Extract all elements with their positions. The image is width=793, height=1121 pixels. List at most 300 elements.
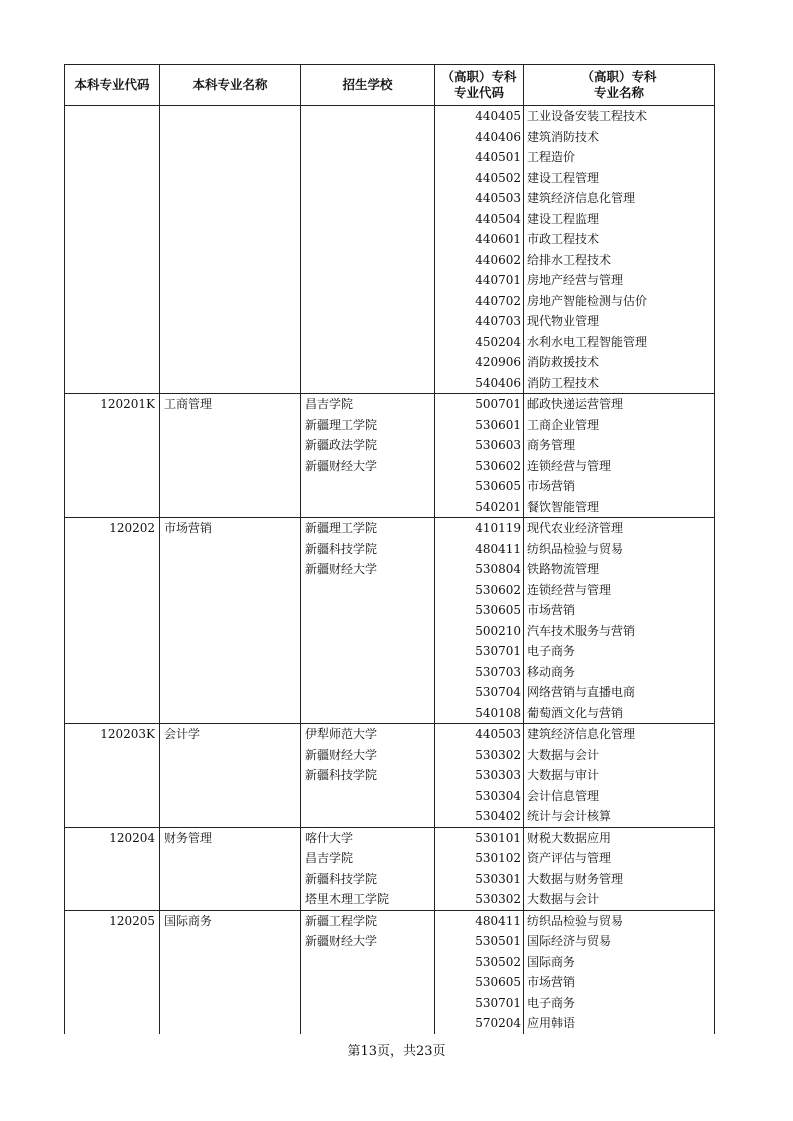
undergrad-name-cell: [160, 806, 301, 827]
undergrad-code-cell: [65, 497, 160, 518]
table-row: [65, 539, 715, 560]
vocational-name-cell: [524, 291, 715, 312]
undergrad-name-cell-text: [164, 703, 300, 724]
undergrad-code-cell: [65, 270, 160, 291]
vocational-code-cell-text: 450204: [475, 334, 521, 349]
school-cell: [301, 910, 435, 931]
school-cell: [301, 497, 435, 518]
vocational-name-cell-text: 电子商务: [527, 644, 576, 658]
undergrad-code-cell-text: [65, 311, 155, 332]
school-cell: [301, 270, 435, 291]
undergrad-name-cell-text: [164, 539, 300, 560]
vocational-code-cell-text: 480411: [475, 541, 521, 556]
school-cell-text: 新疆科技学院: [305, 768, 378, 782]
school-cell: [301, 889, 435, 910]
undergrad-name-cell: [160, 229, 301, 250]
undergrad-name-cell: [160, 147, 301, 168]
undergrad-name-cell-text: [164, 270, 300, 291]
vocational-code-cell-text: 420906: [475, 355, 521, 369]
vocational-name-cell-text: 纺织品检验与贸易: [527, 913, 624, 928]
vocational-code-cell-text: 530601: [475, 417, 521, 432]
undergrad-code-cell: [65, 931, 160, 952]
undergrad-code-cell: [65, 745, 160, 766]
vocational-code-cell-text: 530602: [475, 458, 521, 473]
school-cell: [301, 745, 435, 766]
table-row: [65, 952, 715, 973]
table-row: [65, 1013, 715, 1034]
school-cell-text: [305, 703, 434, 724]
table-row: [65, 476, 715, 497]
school-cell-text: 喀什大学: [305, 830, 354, 845]
undergrad-name-cell: [160, 559, 301, 580]
school-cell: [301, 869, 435, 890]
vocational-name-cell: [524, 332, 715, 353]
vocational-name-cell: [524, 352, 715, 373]
undergrad-code-cell: [65, 1013, 160, 1034]
vocational-code-cell: [435, 600, 524, 621]
vocational-name-cell: [524, 806, 715, 827]
undergrad-name-cell: [160, 786, 301, 807]
undergrad-code-cell-text: [65, 641, 155, 662]
vocational-code-cell-text: 440701: [475, 273, 521, 287]
vocational-code-cell: [435, 952, 524, 973]
vocational-name-cell-text: 给排水工程技术: [527, 252, 612, 267]
vocational-code-cell: [435, 682, 524, 703]
school-cell: [301, 456, 435, 477]
vocational-name-cell-text: 邮政快递运营管理: [527, 397, 624, 411]
undergrad-code-cell-text: [65, 209, 155, 230]
vocational-code-cell-text: 480411: [475, 913, 521, 928]
header-vocational-code-line2: 专业代码: [453, 85, 504, 100]
vocational-code-cell: [435, 869, 524, 890]
school-cell-text: 新疆理工学院: [305, 521, 378, 535]
undergrad-code-cell: [65, 435, 160, 456]
vocational-code-cell-text: 530701: [475, 995, 521, 1010]
school-cell: [301, 682, 435, 703]
table-row: [65, 931, 715, 952]
vocational-name-cell: [524, 1013, 715, 1034]
undergrad-name-cell: [160, 600, 301, 621]
school-cell-text: [305, 641, 434, 662]
vocational-code-cell-text: 540108: [475, 705, 521, 720]
undergrad-code-cell: [65, 910, 160, 931]
vocational-code-cell-text: 530701: [475, 644, 521, 658]
vocational-code-cell: [435, 106, 524, 127]
school-cell: [301, 518, 435, 539]
undergrad-name-cell-text: [164, 250, 300, 271]
undergrad-code-cell-text: [65, 250, 155, 271]
table-row: [65, 889, 715, 910]
vocational-code-cell: [435, 931, 524, 952]
vocational-name-cell: [524, 373, 715, 394]
vocational-code-cell: [435, 352, 524, 373]
undergrad-code-cell-text: [65, 497, 155, 518]
vocational-code-cell-text: 530703: [475, 664, 521, 679]
undergrad-code-cell-text: [65, 1013, 155, 1034]
vocational-name-cell-text: 建筑经济信息化管理: [527, 727, 636, 741]
undergrad-code-cell-text: [65, 147, 155, 168]
undergrad-name-cell: [160, 580, 301, 601]
undergrad-code-cell-text: [65, 931, 155, 952]
table-row: [65, 580, 715, 601]
undergrad-code-cell-text: [65, 682, 155, 703]
vocational-name-cell: [524, 848, 715, 869]
school-cell: [301, 662, 435, 683]
undergrad-name-cell-text: [164, 106, 300, 127]
school-cell: [301, 435, 435, 456]
table-row: [65, 765, 715, 786]
vocational-name-cell-text: 建筑经济信息化管理: [527, 191, 636, 205]
undergrad-code-cell: [65, 168, 160, 189]
undergrad-name-cell: [160, 931, 301, 952]
vocational-name-cell: [524, 580, 715, 601]
undergrad-name-cell: [160, 662, 301, 683]
vocational-code-cell-text: 440502: [475, 170, 521, 185]
table-row: [65, 229, 715, 250]
header-school: 招生学校: [301, 65, 435, 106]
undergrad-code-cell-text: 120204: [109, 830, 155, 845]
undergrad-code-cell-text: [65, 476, 155, 497]
undergrad-code-cell-text: [65, 745, 155, 766]
undergrad-code-cell-text: [65, 806, 155, 827]
school-cell-text: [305, 600, 434, 621]
undergrad-name-cell-text: [164, 1013, 300, 1034]
vocational-code-cell: [435, 1013, 524, 1034]
vocational-name-cell: [524, 127, 715, 148]
vocational-name-cell: [524, 188, 715, 209]
vocational-code-cell-text: 440504: [475, 211, 521, 226]
undergrad-code-cell: [65, 580, 160, 601]
vocational-name-cell-text: 电子商务: [527, 995, 576, 1010]
school-cell: [301, 580, 435, 601]
undergrad-code-cell: [65, 724, 160, 745]
undergrad-code-cell-text: [65, 889, 155, 910]
vocational-code-cell-text: 440503: [475, 727, 521, 741]
undergrad-name-cell: [160, 993, 301, 1014]
vocational-code-cell: [435, 703, 524, 724]
vocational-code-cell-text: 440703: [475, 314, 521, 328]
undergrad-code-cell-text: [65, 952, 155, 973]
school-cell-text: [305, 332, 434, 353]
vocational-code-cell-text: 440601: [475, 232, 521, 246]
undergrad-name-cell-text: [164, 745, 300, 766]
vocational-name-cell: [524, 993, 715, 1014]
school-cell: [301, 765, 435, 786]
table-row: [65, 456, 715, 477]
table-row: [65, 745, 715, 766]
table-row: [65, 415, 715, 436]
table-row: [65, 869, 715, 890]
school-cell: [301, 1013, 435, 1034]
vocational-name-cell: [524, 621, 715, 642]
undergrad-code-cell: [65, 539, 160, 560]
vocational-code-cell: [435, 373, 524, 394]
vocational-name-cell: [524, 209, 715, 230]
undergrad-name-cell: [160, 497, 301, 518]
undergrad-code-cell-text: [65, 993, 155, 1014]
vocational-name-cell: [524, 972, 715, 993]
undergrad-code-cell: [65, 972, 160, 993]
undergrad-code-cell: [65, 311, 160, 332]
undergrad-name-cell-text: [164, 373, 300, 394]
undergrad-code-cell: [65, 641, 160, 662]
school-cell-text: [305, 621, 434, 642]
vocational-name-cell-text: 工商企业管理: [527, 417, 600, 432]
undergrad-name-cell-text: [164, 188, 300, 209]
undergrad-code-cell-text: [65, 435, 155, 456]
vocational-code-cell: [435, 435, 524, 456]
undergrad-name-cell-text: [164, 229, 300, 250]
vocational-name-cell-text: 市政工程技术: [527, 232, 600, 246]
undergrad-name-cell-text: [164, 291, 300, 312]
undergrad-code-cell: [65, 456, 160, 477]
school-cell: [301, 848, 435, 869]
undergrad-code-cell: [65, 765, 160, 786]
school-cell-text: [305, 250, 434, 271]
undergrad-name-cell-text: 市场营销: [164, 521, 213, 535]
undergrad-code-cell-text: [65, 188, 155, 209]
school-cell-text: [305, 806, 434, 827]
vocational-code-cell-text: 570204: [475, 1016, 521, 1030]
undergrad-code-cell: [65, 209, 160, 230]
school-cell: [301, 352, 435, 373]
undergrad-name-cell: [160, 682, 301, 703]
school-cell: [301, 168, 435, 189]
vocational-code-cell: [435, 476, 524, 497]
vocational-code-cell-text: 530603: [475, 438, 521, 452]
school-cell-text: [305, 127, 434, 148]
undergrad-name-cell: [160, 910, 301, 931]
undergrad-name-cell: [160, 188, 301, 209]
vocational-code-cell-text: 440503: [475, 191, 521, 205]
undergrad-name-cell-text: [164, 168, 300, 189]
undergrad-code-cell: [65, 848, 160, 869]
vocational-code-cell: [435, 270, 524, 291]
school-cell: [301, 641, 435, 662]
vocational-name-cell: [524, 456, 715, 477]
vocational-code-cell-text: 530304: [475, 788, 521, 803]
table-row: [65, 127, 715, 148]
undergrad-name-cell-text: [164, 848, 300, 869]
vocational-name-cell-text: 工程造价: [527, 150, 576, 164]
undergrad-code-cell: [65, 952, 160, 973]
vocational-name-cell-text: 汽车技术服务与营销: [527, 623, 636, 638]
undergrad-name-cell: [160, 435, 301, 456]
school-cell-text: [305, 476, 434, 497]
vocational-code-cell: [435, 641, 524, 662]
vocational-code-cell-text: 530302: [475, 747, 521, 762]
vocational-name-cell-text: 网络营销与直播电商: [527, 685, 636, 699]
header-undergrad-name: 本科专业名称: [160, 65, 301, 106]
undergrad-code-cell: [65, 518, 160, 539]
vocational-code-cell-text: 530101: [475, 830, 521, 845]
vocational-name-cell-text: 消防工程技术: [527, 375, 600, 390]
vocational-code-cell-text: 540406: [475, 375, 521, 390]
undergrad-name-cell-text: [164, 621, 300, 642]
school-cell-text: [305, 682, 434, 703]
undergrad-code-cell: [65, 394, 160, 415]
vocational-code-cell: [435, 456, 524, 477]
school-cell-text: [305, 291, 434, 312]
vocational-code-cell: [435, 291, 524, 312]
undergrad-code-cell: [65, 786, 160, 807]
table-row: [65, 559, 715, 580]
vocational-code-cell-text: 410119: [475, 521, 521, 535]
vocational-code-cell-text: 530704: [475, 685, 521, 699]
school-cell-text: 昌吉学院: [305, 851, 354, 865]
school-cell: [301, 373, 435, 394]
vocational-code-cell: [435, 848, 524, 869]
undergrad-name-cell: [160, 848, 301, 869]
vocational-name-cell: [524, 435, 715, 456]
undergrad-code-cell-text: [65, 291, 155, 312]
undergrad-code-cell: [65, 106, 160, 127]
vocational-name-cell-text: 大数据与财务管理: [527, 871, 624, 886]
vocational-code-cell: [435, 311, 524, 332]
undergrad-code-cell: [65, 559, 160, 580]
undergrad-code-cell-text: [65, 765, 155, 786]
vocational-name-cell-text: 连锁经营与管理: [527, 458, 612, 473]
undergrad-name-cell: [160, 724, 301, 745]
table-row: [65, 621, 715, 642]
table-row: [65, 332, 715, 353]
undergrad-name-cell-text: [164, 352, 300, 373]
vocational-code-cell: [435, 415, 524, 436]
table-row: [65, 518, 715, 539]
table-row: [65, 352, 715, 373]
vocational-code-cell: [435, 147, 524, 168]
undergrad-name-cell: [160, 972, 301, 993]
school-cell-text: 新疆财经大学: [305, 562, 378, 576]
school-cell-text: [305, 209, 434, 230]
undergrad-name-cell: [160, 394, 301, 415]
vocational-name-cell-text: 移动商务: [527, 664, 576, 679]
vocational-name-cell: [524, 745, 715, 766]
school-cell-text: [305, 952, 434, 973]
undergrad-code-cell: [65, 806, 160, 827]
vocational-code-cell-text: 530302: [475, 892, 521, 906]
school-cell-text: 新疆政法学院: [305, 438, 378, 452]
undergrad-name-cell-text: [164, 580, 300, 601]
undergrad-name-cell: [160, 415, 301, 436]
vocational-name-cell-text: 纺织品检验与贸易: [527, 541, 624, 556]
vocational-name-cell-text: 建设工程监理: [527, 211, 600, 226]
school-cell: [301, 559, 435, 580]
vocational-name-cell-text: 大数据与会计: [527, 747, 600, 762]
school-cell-text: [305, 1013, 434, 1034]
school-cell: [301, 311, 435, 332]
undergrad-code-cell-text: [65, 168, 155, 189]
vocational-code-cell: [435, 188, 524, 209]
vocational-name-cell: [524, 682, 715, 703]
table-row: [65, 209, 715, 230]
vocational-code-cell-text: 440405: [475, 109, 521, 123]
vocational-code-cell-text: 530605: [475, 603, 521, 617]
school-cell: [301, 827, 435, 848]
table-row: [65, 435, 715, 456]
vocational-code-cell-text: 530605: [475, 479, 521, 493]
vocational-name-cell: [524, 641, 715, 662]
undergrad-code-cell-text: [65, 848, 155, 869]
table-row: [65, 827, 715, 848]
undergrad-name-cell-text: [164, 147, 300, 168]
undergrad-name-cell: [160, 456, 301, 477]
vocational-code-cell: [435, 786, 524, 807]
undergrad-name-cell: [160, 869, 301, 890]
undergrad-code-cell-text: [65, 127, 155, 148]
table-row: [65, 703, 715, 724]
table-row: [65, 972, 715, 993]
undergrad-code-cell: [65, 250, 160, 271]
table-row: [65, 106, 715, 127]
undergrad-name-cell: [160, 765, 301, 786]
vocational-code-cell-text: 440702: [475, 293, 521, 308]
school-cell-text: 新疆工程学院: [305, 913, 378, 928]
school-cell: [301, 209, 435, 230]
vocational-code-cell-text: 530605: [475, 975, 521, 989]
school-cell-text: [305, 972, 434, 993]
undergrad-name-cell-text: [164, 641, 300, 662]
undergrad-name-cell-text: [164, 786, 300, 807]
undergrad-code-cell: [65, 662, 160, 683]
undergrad-code-cell-text: [65, 332, 155, 353]
undergrad-code-cell: [65, 476, 160, 497]
school-cell-text: [305, 662, 434, 683]
vocational-name-cell: [524, 497, 715, 518]
vocational-name-cell: [524, 559, 715, 580]
school-cell-text: [305, 147, 434, 168]
vocational-name-cell: [524, 270, 715, 291]
school-cell: [301, 106, 435, 127]
vocational-name-cell: [524, 662, 715, 683]
table-body: [65, 106, 715, 1034]
vocational-name-cell: [524, 147, 715, 168]
undergrad-name-cell-text: [164, 806, 300, 827]
undergrad-name-cell: [160, 621, 301, 642]
vocational-name-cell: [524, 106, 715, 127]
undergrad-code-cell-text: [65, 373, 155, 394]
undergrad-name-cell-text: [164, 952, 300, 973]
vocational-name-cell: [524, 415, 715, 436]
school-cell: [301, 127, 435, 148]
vocational-name-cell: [524, 539, 715, 560]
table-row: [65, 373, 715, 394]
school-cell: [301, 476, 435, 497]
school-cell-text: 塔里木理工学院: [305, 892, 390, 906]
vocational-code-cell-text: 530804: [475, 562, 521, 576]
school-cell: [301, 188, 435, 209]
vocational-name-cell-text: 房地产智能检测与估价: [527, 293, 648, 308]
school-cell: [301, 229, 435, 250]
vocational-name-cell-text: 餐饮智能管理: [527, 499, 600, 514]
table-row: [65, 806, 715, 827]
undergrad-code-cell: [65, 993, 160, 1014]
undergrad-name-cell: [160, 518, 301, 539]
school-cell-text: [305, 311, 434, 332]
vocational-name-cell: [524, 765, 715, 786]
vocational-name-cell-text: 现代物业管理: [527, 314, 600, 328]
undergrad-name-cell-text: [164, 456, 300, 477]
school-cell-text: [305, 106, 434, 127]
undergrad-name-cell-text: 财务管理: [164, 830, 213, 845]
table-header-row: [65, 65, 715, 106]
vocational-code-cell: [435, 889, 524, 910]
vocational-name-cell-text: 市场营销: [527, 603, 576, 617]
undergrad-name-cell: [160, 745, 301, 766]
undergrad-name-cell: [160, 127, 301, 148]
table-row: [65, 910, 715, 931]
table-row: [65, 270, 715, 291]
